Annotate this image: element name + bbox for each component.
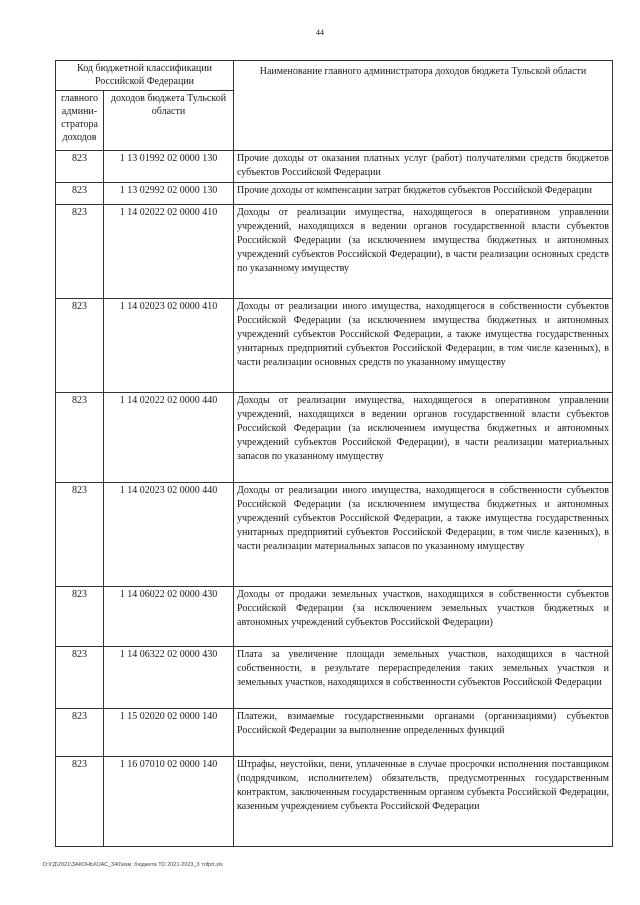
admin-cell: 823 xyxy=(56,757,104,847)
table-row xyxy=(56,151,613,183)
table-row xyxy=(56,757,613,847)
income-administrators-table xyxy=(55,60,613,847)
admin-cell: 823 xyxy=(56,587,104,647)
page-number: 44 xyxy=(316,28,324,37)
table-row xyxy=(56,183,613,205)
name-cell: Прочие доходы от компенсации затрат бюджетов субъектов Российской Федерации xyxy=(234,183,613,205)
admin-cell: 823 xyxy=(56,483,104,587)
name-cell: Плата за увеличение площади земельных участков, находящихся в частной собственности, в результате перераспределения таких земельных участков и земельных участков, находящихся в собственности субъектов Российской Федерации xyxy=(234,647,613,709)
code-cell: 1 14 02023 02 0000 410 xyxy=(104,299,234,393)
name-header: Наименование главного администратора доходов бюджета Тульской области xyxy=(234,61,613,151)
table-header-row xyxy=(56,61,613,91)
admin-header: главного админи-стратора доходов xyxy=(56,91,104,151)
admin-cell: 823 xyxy=(56,299,104,393)
table-row xyxy=(56,393,613,483)
code-cell: 1 13 02992 02 0000 130 xyxy=(104,183,234,205)
code-cell: 1 14 06322 02 0000 430 xyxy=(104,647,234,709)
code-cell: 1 15 02020 02 0000 140 xyxy=(104,709,234,757)
table-row xyxy=(56,587,613,647)
name-cell: Доходы от продажи земельных участков, находящихся в собственности субъектов Российской Федерации (за исключением земельных участков бюджетных и автономных учреждений субъектов Российской Федерации) xyxy=(234,587,613,647)
admin-cell: 823 xyxy=(56,393,104,483)
name-cell: Доходы от реализации имущества, находящегося в оперативном управлении учреждений, находящихся в ведении органов государственной власти субъектов Российской Федерации (за исключением имущества бюджетных и автономных учреждений субъектов Российской Федерации), в части реализации материальных запасов по указанному имуществу xyxy=(234,393,613,483)
kbk-header: Код бюджетной классификации Российской Федерации xyxy=(56,61,234,91)
table-row xyxy=(56,299,613,393)
admin-cell: 823 xyxy=(56,205,104,299)
name-cell: Доходы от реализации иного имущества, находящегося в собственности субъектов Российской Федерации (за исключением имущества бюджетных и автономных учреждений субъектов Российской Федерации, а также имущества государственных унитарных предприятий субъектов Российской Федерации, в том числе казенных), в части реализации материальных запасов по указанному имуществу xyxy=(234,483,613,587)
code-cell: 1 16 07010 02 0000 140 xyxy=(104,757,234,847)
code-cell: 1 14 06022 02 0000 430 xyxy=(104,587,234,647)
table-row xyxy=(56,483,613,587)
code-cell: 1 14 02023 02 0000 440 xyxy=(104,483,234,587)
admin-cell: 823 xyxy=(56,151,104,183)
name-cell: Доходы от реализации имущества, находящегося в оперативном управлении учреждений, находящихся в ведении органов государственной власти субъектов Российской Федерации (за исключением имущества бюджетных и автономных учреждений субъектов Российской Федерации), в части реализации основных средств по указанному имуществу xyxy=(234,205,613,299)
name-cell: Доходы от реализации иного имущества, находящегося в собственности субъектов Российской Федерации (за исключением имущества бюджетных и автономных учреждений субъектов Российской Федерации, а также имущества государственных унитарных предприятий субъектов Российской Федерации, в том числе казенных), в части реализации основных средств по указанному имуществу xyxy=(234,299,613,393)
admin-cell: 823 xyxy=(56,709,104,757)
file-path-footer: D:\ГД\2021\ЗАКОНЫ\ОАС_340\изм. бюджета ТО 2021-2023_3 тоfprt.xls xyxy=(43,862,223,868)
admin-cell: 823 xyxy=(56,647,104,709)
table-row xyxy=(56,709,613,757)
admin-cell: 823 xyxy=(56,183,104,205)
table-row xyxy=(56,205,613,299)
name-cell: Штрафы, неустойки, пени, уплаченные в случае просрочки исполнения поставщиком (подрядчиком, исполнителем) обязательств, предусмотренных государственным контрактом, заключенным государственным органом субъекта Российской Федерации, казенным учреждением субъекта Российской Федерации xyxy=(234,757,613,847)
income-code-header: доходов бюджета Тульской области xyxy=(104,91,234,151)
table-row xyxy=(56,647,613,709)
name-cell: Платежи, взимаемые государственными органами (организациями) субъектов Российской Федерации за выполнение определенных функций xyxy=(234,709,613,757)
name-cell: Прочие доходы от оказания платных услуг (работ) получателями средств бюджетов субъектов Российской Федерации xyxy=(234,151,613,183)
code-cell: 1 14 02022 02 0000 410 xyxy=(104,205,234,299)
code-cell: 1 14 02022 02 0000 440 xyxy=(104,393,234,483)
code-cell: 1 13 01992 02 0000 130 xyxy=(104,151,234,183)
